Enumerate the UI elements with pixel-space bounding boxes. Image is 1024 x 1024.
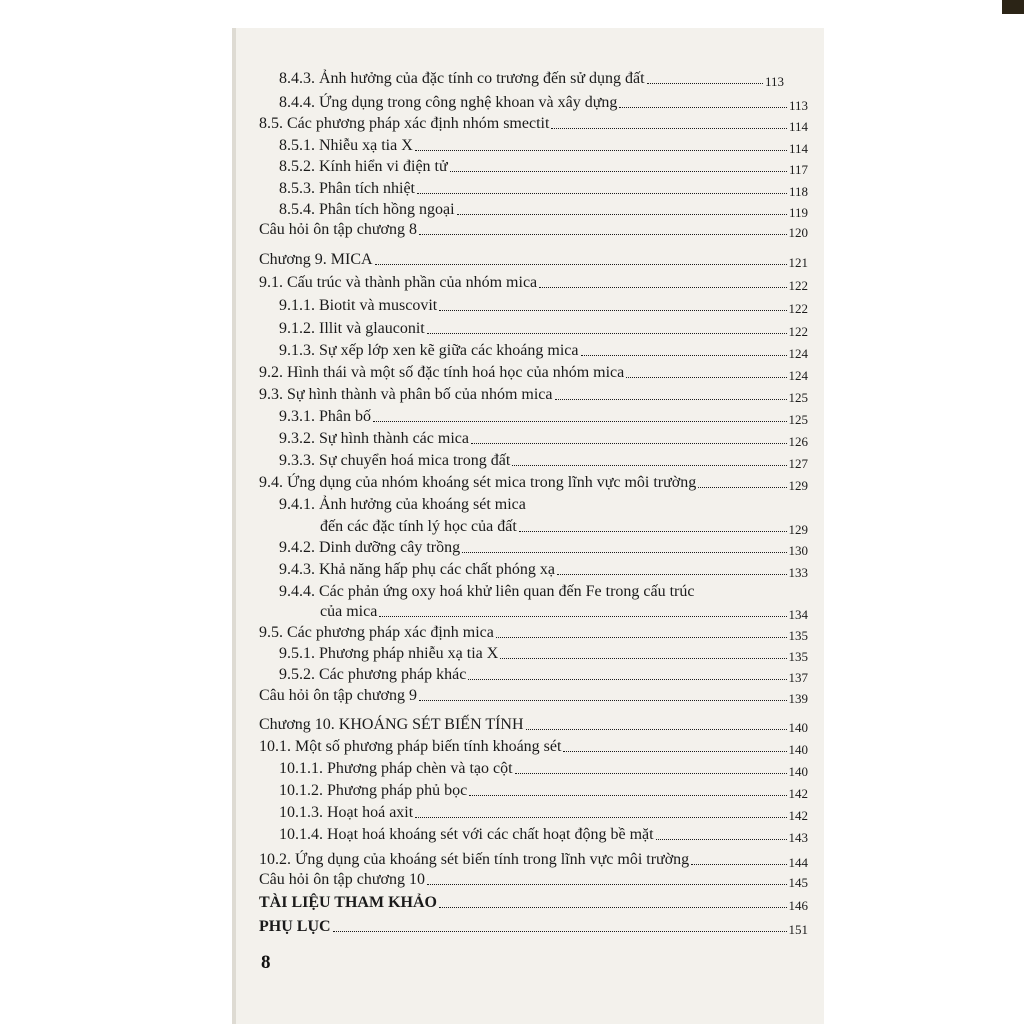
toc-entry-page: 118 [788,184,808,199]
toc-entry-title: Câu hỏi ôn tập chương 10 [259,871,425,888]
toc-entry-title: 8.5.2. Kính hiển vi điện tử [279,158,448,175]
toc-entry-page: 140 [788,764,808,779]
toc-entry-page: 129 [788,522,808,537]
toc-entry [279,452,808,470]
toc-dot-leader [375,263,787,265]
toc-entry-page: 140 [788,720,808,735]
toc-entry-page: 125 [788,412,808,427]
toc-entry [279,70,784,88]
toc-entry-page: 140 [788,742,808,757]
toc-dot-leader [698,486,786,488]
toc-entry-title: 9.4.2. Dinh dưỡng cây trồng [279,539,461,556]
toc-entry-title: 9.1.3. Sự xếp lớp xen kẽ giữa các khoáng mica [279,342,579,359]
toc-entry [279,342,808,360]
toc-entry [320,518,808,536]
toc-entry [259,221,808,239]
toc-dot-leader [471,442,787,444]
toc-entry-page: 120 [788,225,808,240]
toc-entry-title: 9.5.2. Các phương pháp khác [279,666,467,683]
toc-entry-page: 134 [788,607,808,622]
toc-dot-leader [551,127,787,129]
toc-entry-title: 9.3.1. Phân bố [279,408,371,425]
toc-dot-leader [496,636,787,638]
toc-entry [279,826,808,844]
toc-entry-page: 124 [788,346,808,361]
toc-entry [259,894,808,912]
toc-entry [279,408,808,426]
toc-entry-title: 9.1. Cấu trúc và thành phần của nhóm mica [259,274,538,291]
toc-entry-page: 135 [788,628,808,643]
toc-entry-page: 119 [788,205,808,220]
toc-entry [259,918,808,936]
toc-dot-leader [563,750,786,752]
toc-entry [259,716,808,734]
toc-entry-page: 113 [764,74,784,89]
toc-entry-page: 142 [788,786,808,801]
toc-dot-leader [439,309,786,311]
toc-entry-page: 122 [788,278,808,293]
toc-entry-page: 137 [788,670,808,685]
toc-entry-title: TÀI LIỆU THAM KHẢO [259,894,437,911]
toc-entry-page: 121 [788,255,808,270]
toc-entry-title: 8.5.4. Phân tích hồng ngoại [279,201,455,218]
toc-dot-leader [419,233,787,235]
toc-entry-page: 145 [788,875,808,890]
toc-entry-title: 9.5. Các phương pháp xác định mica [259,624,494,641]
toc-dot-leader [333,930,787,932]
toc-entry-title: 8.4.4. Ứng dụng trong công nghệ khoan và xây dựng [279,94,618,111]
toc-entry-title: 9.2. Hình thái và một số đặc tính hoá học của nhóm mica [259,364,625,381]
toc-entry-title: đến các đặc tính lý học của đất [320,518,517,535]
toc-dot-leader [468,678,786,680]
toc-dot-leader [379,615,786,617]
toc-entry-title: 10.2. Ứng dụng của khoáng sét biến tính trong lĩnh vực môi trường [259,851,690,868]
toc-dot-leader [419,699,787,701]
toc-dot-leader [626,376,786,378]
toc-entry-page: 122 [788,324,808,339]
toc-dot-leader [691,863,786,865]
toc-entry-title: 10.1.3. Hoạt hoá axit [279,804,414,821]
toc-entry-title: PHỤ LỤC [259,918,331,935]
toc-dot-leader [439,906,787,908]
toc-entry-title: 10.1.2. Phương pháp phủ bọc [279,782,468,799]
toc-entry [259,851,808,869]
toc-entry-page: 114 [788,141,808,156]
toc-entry [279,201,808,219]
toc-entry [259,364,808,382]
toc-entry-page: 143 [788,830,808,845]
toc-dot-leader [427,332,787,334]
toc-entry [259,738,808,756]
page-number: 8 [261,952,271,973]
toc-dot-leader [450,170,787,172]
toc-dot-leader [647,82,763,84]
toc-entry-page: 133 [788,565,808,580]
toc-dot-leader [469,794,786,796]
toc-entry [259,115,808,133]
toc-entry-page: 139 [788,691,808,706]
toc-entry-title: Câu hỏi ôn tập chương 9 [259,687,417,704]
toc-dot-leader [500,657,786,659]
toc-dot-leader [457,213,787,215]
toc-entry [279,760,808,778]
toc-entry-title: 9.4. Ứng dụng của nhóm khoáng sét mica trong lĩnh vực môi trường [259,474,697,491]
toc-entry-page: 151 [788,922,808,937]
toc-entry-page: 124 [788,368,808,383]
toc-entry-title: Chương 10. KHOÁNG SÉT BIẾN TÍNH [259,716,524,733]
toc-entry [279,320,808,338]
toc-entry [279,561,808,579]
toc-entry [279,94,808,112]
toc-entry-title: của mica [320,603,378,620]
toc-entry-title: 10.1. Một số phương pháp biến tính khoáng sét [259,738,562,755]
toc-entry-title: 9.3.3. Sự chuyển hoá mica trong đất [279,452,511,469]
toc-dot-leader [415,816,786,818]
toc-dot-leader [515,772,787,774]
toc-entry-title: 8.5.1. Nhiễu xạ tia X [279,137,413,154]
toc-entry [279,583,808,601]
toc-entry [279,137,808,155]
toc-dot-leader [417,192,787,194]
toc-entry [279,645,808,663]
toc-dot-leader [539,286,786,288]
toc-entry [259,474,808,492]
toc-dot-leader [512,464,786,466]
toc-dot-leader [519,530,787,532]
toc-entry-title: 9.4.1. Ảnh hưởng của khoáng sét mica [279,496,526,513]
toc-entry [259,624,808,642]
toc-entry-title: 9.3.2. Sự hình thành các mica [279,430,469,447]
toc-entry-title: 9.1.2. Illit và glauconit [279,320,425,337]
toc-entry [279,430,808,448]
toc-entry [320,603,808,621]
toc-entry [279,158,808,176]
toc-entry-title: 8.4.3. Ảnh hưởng của đặc tính co trương đến sử dụng đất [279,70,645,87]
toc-entry-page: 146 [788,898,808,913]
toc-entry-page: 135 [788,649,808,664]
toc-entry-page: 130 [788,543,808,558]
toc-entry [259,251,808,269]
toc-entry-title: 9.3. Sự hình thành và phân bố của nhóm mica [259,386,553,403]
toc-entry-title: Câu hỏi ôn tập chương 8 [259,221,417,238]
toc-entry-title: 10.1.4. Hoạt hoá khoáng sét với các chất hoạt động bề mặt [279,826,654,843]
toc-dot-leader [415,149,787,151]
toc-entry-title: 10.1.1. Phương pháp chèn và tạo cột [279,760,513,777]
toc-entry-title: Chương 9. MICA [259,251,373,268]
toc-entry-page: 125 [788,390,808,405]
toc-entry [279,666,808,684]
toc-entry-title: 8.5. Các phương pháp xác định nhóm smectit [259,115,550,132]
toc-entry [259,687,808,705]
toc-entry [259,386,808,404]
toc-entry-title: 9.4.4. Các phản ứng oxy hoá khử liên quan đến Fe trong cấu trúc [279,583,695,600]
toc-entry [279,496,808,514]
toc-entry-title: 9.5.1. Phương pháp nhiễu xạ tia X [279,645,499,662]
toc-entry [279,297,808,315]
toc-dot-leader [557,573,787,575]
toc-dot-leader [619,106,787,108]
toc-dot-leader [373,420,787,422]
toc-entry [259,274,808,292]
toc-entry-title: 9.4.3. Khả năng hấp phụ các chất phóng xạ [279,561,555,578]
toc-dot-leader [427,883,787,885]
toc-entry-page: 114 [788,119,808,134]
toc-dot-leader [656,838,787,840]
toc-entry-page: 127 [788,456,808,471]
toc-entry-title: 8.5.3. Phân tích nhiệt [279,180,415,197]
toc-entry-page: 142 [788,808,808,823]
toc-entry-page: 113 [788,98,808,113]
toc-entry-title: 9.1.1. Biotit và muscovit [279,297,438,314]
toc-dot-leader [581,354,787,356]
toc-entry [279,782,808,800]
toc-entry-page: 117 [788,162,808,177]
toc-entry [259,871,808,889]
toc-dot-leader [555,398,787,400]
toc-entry [279,804,808,822]
toc-entry-page: 122 [788,301,808,316]
toc-dot-leader [526,728,787,730]
toc-entry [279,180,808,198]
toc-entry [279,539,808,557]
toc-dot-leader [462,551,786,553]
toc-entry-page: 129 [788,478,808,493]
toc-entry-page: 144 [788,855,808,870]
toc-entry-page: 126 [788,434,808,449]
